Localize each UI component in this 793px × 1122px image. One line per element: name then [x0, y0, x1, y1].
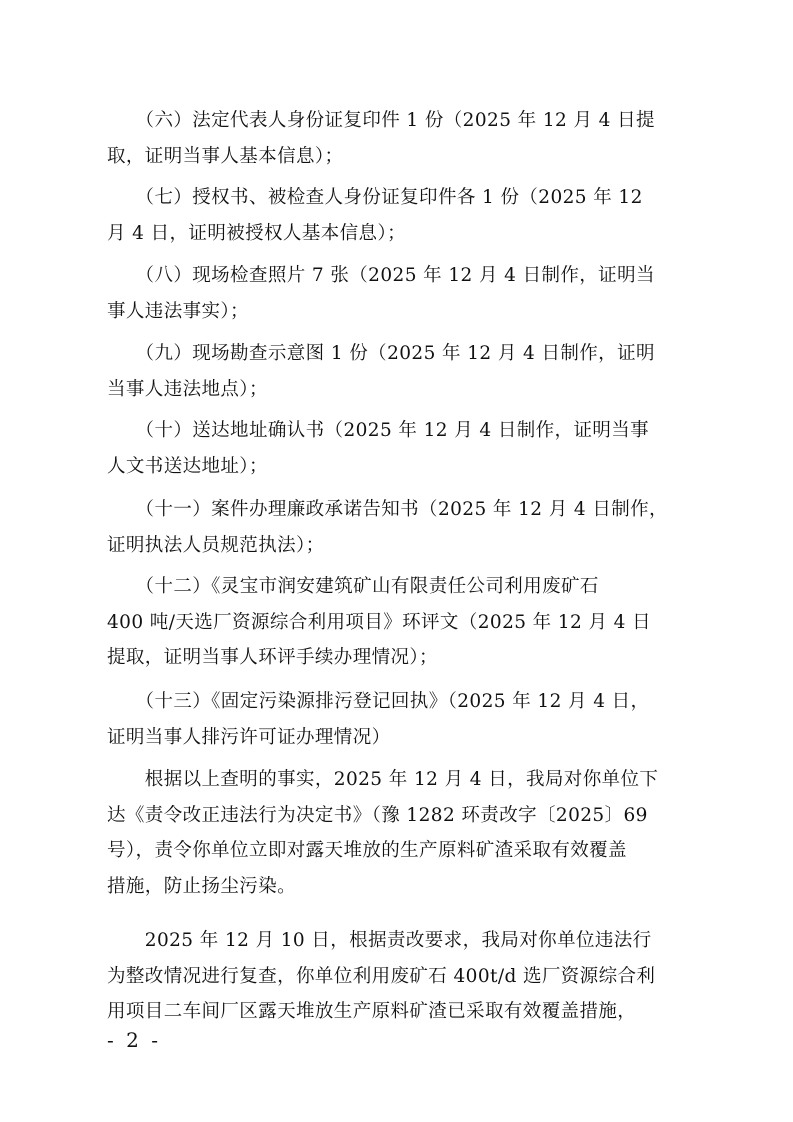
text-line: 用项目二车间厂区露天堆放生产原料矿渣已采取有效覆盖措施， [107, 1001, 637, 1022]
evidence-item-13 [107, 684, 693, 755]
text-line: 提取，证明当事人环评手续办理情况）； [107, 647, 438, 668]
evidence-item-7 [107, 180, 693, 251]
text-line: 根据以上查明的事实，2025 年 12 月 4 日，我局对你单位下 [107, 769, 659, 790]
text-line: 证明执法人员规范执法）； [107, 534, 325, 556]
text-line: （十三）《固定污染源排污登记回执》（2025 年 12 月 4 日， [107, 691, 650, 712]
page-number: - 2 - [107, 1028, 161, 1052]
evidence-item-10 [107, 413, 693, 484]
text-line: 取，证明当事人基本信息）； [107, 145, 344, 167]
text-line: （八）现场检查照片 7 张（2025 年 12 月 4 日制作，证明当 [107, 265, 655, 286]
text-line: 400 吨/天选厂资源综合利用项目》环评文（2025 年 12 月 4 日 [107, 611, 652, 633]
evidence-item-6 [107, 103, 693, 174]
text-line: （七）授权书、被检查人身份证复印件各 1 份（2025 年 12 [107, 187, 643, 208]
text-line: 为整改情况进行复查，你单位利用废矿石 400t/d 选厂资源综合利 [107, 965, 656, 987]
text-line: 措施，防止扬尘污染。 [107, 875, 297, 897]
text-line: （十）送达地址确认书（2025 年 12 月 4 日制作，证明当事 [107, 420, 650, 441]
text-line: （十二）《灵宝市润安建筑矿山有限责任公司利用废矿石 [107, 576, 599, 597]
text-line: 证明当事人排污许可证办理情况） [107, 726, 391, 748]
text-line: 达《责令改正违法行为决定书》（豫 1282 环责改字〔2025〕69 [107, 804, 648, 826]
text-line: 月 4 日，证明被授权人基本信息）； [107, 222, 406, 244]
text-line: 号），责令你单位立即对露天堆放的生产原料矿渣采取有效覆盖 [107, 840, 627, 861]
evidence-item-8 [107, 258, 693, 329]
text-line: 2025 年 12 月 10 日，根据责改要求，我局对你单位违法行 [107, 930, 652, 951]
evidence-item-12 [107, 569, 693, 676]
text-line: 当事人违法地点）； [107, 378, 268, 400]
evidence-item-9 [107, 336, 693, 407]
text-line: 事人违法事实）； [107, 300, 249, 322]
text-line: （九）现场勘查示意图 1 份（2025 年 12 月 4 日制作，证明 [107, 343, 655, 364]
evidence-item-11 [107, 492, 693, 563]
findings-paragraph [107, 762, 693, 904]
text-line: （十一）案件办理廉政承诺告知书（2025 年 12 月 4 日制作， [107, 499, 668, 520]
text-line: 人文书送达地址）； [107, 455, 268, 477]
text-line: （六）法定代表人身份证复印件 1 份（2025 年 12 月 4 日提 [107, 110, 655, 131]
review-paragraph [107, 923, 693, 1030]
